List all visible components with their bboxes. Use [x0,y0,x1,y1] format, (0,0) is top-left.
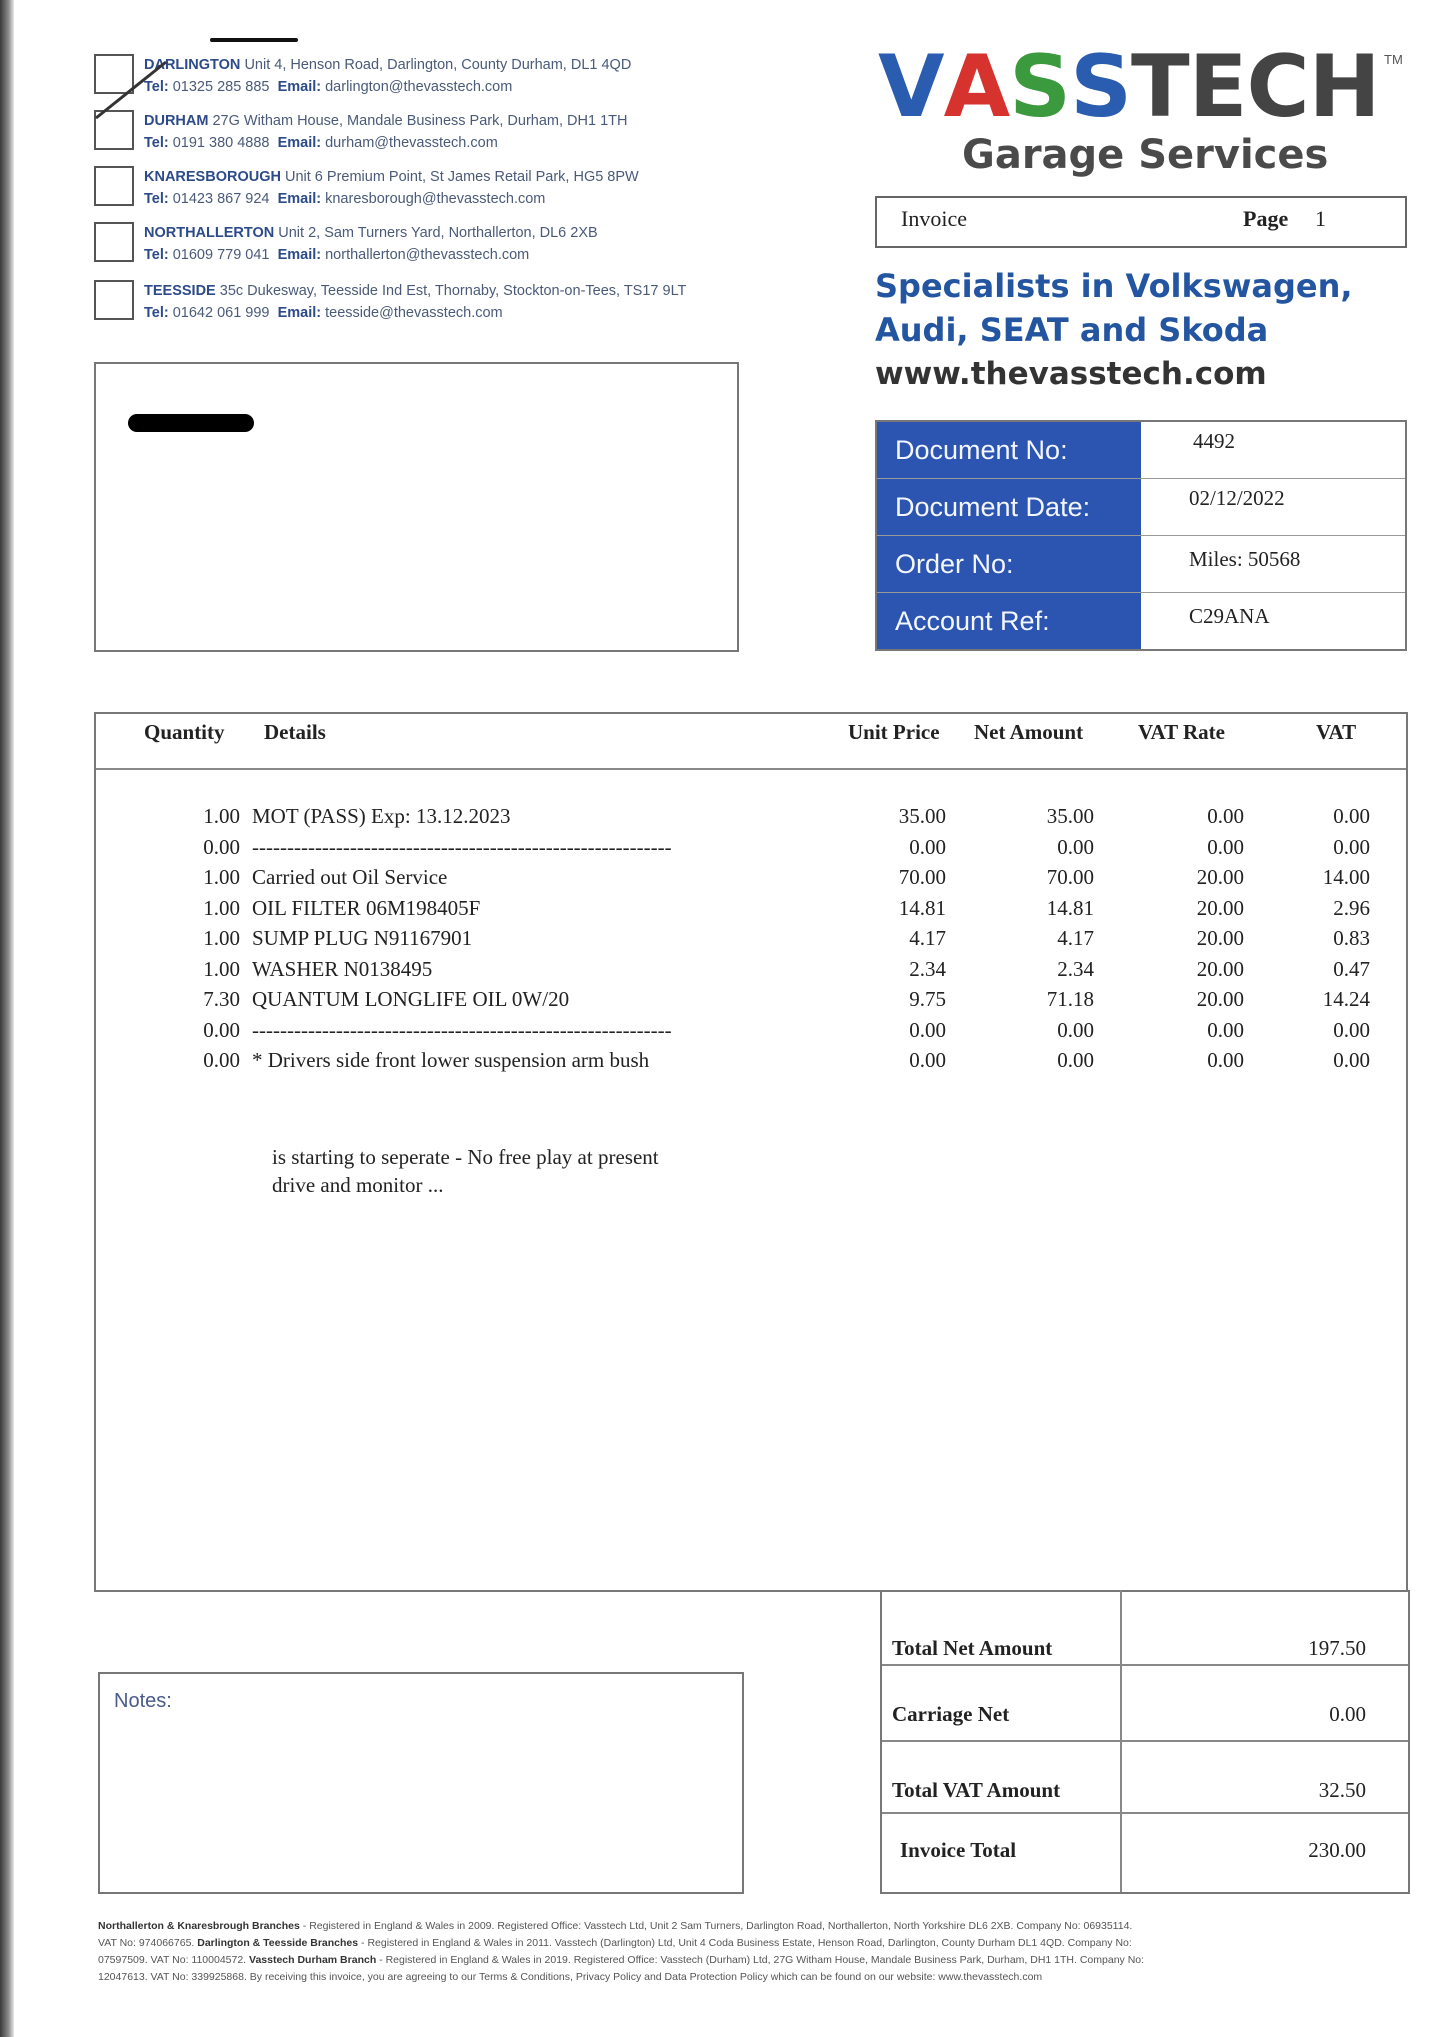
redacted-name [128,414,254,432]
total-value: 0.00 [1329,1702,1366,1726]
cell-net-amount: 35.00 [1046,804,1094,828]
items-table [94,712,1408,1592]
branch-name: NORTHALLERTON [144,225,275,241]
header-details: Details [264,720,326,744]
cell-details: SUMP PLUG N91167901 [252,926,473,950]
footer-text: 12047613. VAT No: 339925868. By receiving this invoice, you are agreeing to our Terms & Conditions, Privacy Policy and Data Protection Policy which can be found on our website: www.thevasstech.com [98,1971,1043,1983]
cell-net-amount: 0.00 [1057,1048,1094,1072]
total-label: Invoice Total [900,1838,1017,1862]
branch-email: knaresborough@thevasstech.com [325,191,546,207]
doc-row [877,593,1405,649]
note-text: is starting to seperate - No free play at present [272,1145,659,1169]
customer-address-box [94,362,739,652]
branch-tel: 0191 380 4888 [172,135,270,151]
invoice-type-box [875,196,1407,248]
cell-net-amount: 0.00 [1057,1017,1094,1042]
cell-vat: 0.00 [1333,1017,1370,1042]
total-value: 32.50 [1318,1778,1366,1802]
tel-label: Tel: [144,305,169,321]
branch-email: teesside@thevasstech.com [325,305,503,321]
cell-net-amount: 70.00 [1046,865,1094,889]
logo-letter: E [1188,37,1247,137]
logo-letter: H [1308,37,1380,137]
cell-details: Carried out Oil Service [252,865,448,889]
branch-checkbox[interactable] [94,280,134,320]
total-value: 197.50 [1308,1636,1366,1660]
cell-unit-price: 0.00 [909,834,946,859]
cell-vat: 0.47 [1333,956,1370,981]
total-label: Total Net Amount [892,1636,1053,1660]
cell-vat: 0.00 [1333,1048,1370,1072]
items-header [96,714,1406,770]
page-label: Page [1243,206,1289,231]
branch-tel: 01423 867 924 [172,191,270,207]
cell-unit-price: 0.00 [909,1017,946,1042]
cell-details: OIL FILTER 06M198405F [252,895,481,920]
cell-unit-price: 2.34 [909,956,946,981]
cell-qty: 1.00 [203,956,240,981]
branch-name: DARLINGTON [144,57,241,73]
cell-vat-rate: 0.00 [1207,834,1244,859]
header-net-amount: Net Amount [974,720,1084,744]
email-label: Email: [277,135,322,151]
branch-tel: 01325 285 885 [172,79,270,95]
cell-qty: 1.00 [203,926,240,950]
branch-email: durham@thevasstech.com [325,135,498,151]
doc-row [877,422,1405,479]
total-label: Carriage Net [892,1702,1010,1726]
cell-net-amount: 2.34 [1057,956,1094,981]
branch-checkbox[interactable] [94,166,134,206]
cell-unit-price: 70.00 [898,865,946,889]
cell-vat-rate: 20.00 [1196,987,1244,1011]
branch-text [144,54,824,98]
cell-unit-price: 14.81 [898,895,946,920]
cell-qty: 1.00 [203,895,240,920]
cell-vat: 0.00 [1333,804,1370,828]
tel-label: Tel: [144,79,169,95]
footer-text: 07597509. VAT No: 110004572. [98,1954,250,1966]
doc-value: 02/12/2022 [1189,486,1285,510]
scan-edge [0,0,14,2037]
page-number: 1 [1315,206,1326,231]
doc-label: Document No: [877,422,1141,478]
cell-qty: 1.00 [203,804,240,828]
tick-mark-icon [92,60,170,120]
tel-label: Tel: [144,191,169,207]
tel-label: Tel: [144,135,169,151]
branch-name: TEESSIDE [144,283,216,299]
logo-letter: A [943,37,1010,137]
website: www.thevasstech.com [875,356,1267,392]
header-vat-rate: VAT Rate [1138,720,1225,744]
tagline-line-2: Audi, SEAT and Skoda [875,311,1269,349]
branch-text [144,280,824,324]
divider [882,1664,1408,1666]
total-value: 230.00 [1308,1838,1366,1862]
doc-row [877,479,1405,536]
cell-net-amount: 71.18 [1046,987,1094,1011]
doc-value: C29ANA [1189,604,1270,628]
branch-text [144,110,824,154]
cell-qty: 0.00 [203,834,240,859]
branch-address: Unit 2, Sam Turners Yard, Northallerton, DL6 2XB [278,225,598,241]
tagline [875,264,1415,352]
email-label: Email: [277,305,322,321]
doc-row [877,536,1405,593]
branch-text [144,222,824,266]
cell-details: MOT (PASS) Exp: 13.12.2023 [252,804,511,828]
branch-tel: 01609 779 041 [172,247,270,263]
cell-vat: 14.00 [1322,865,1370,889]
footer-bold: Northallerton & Knaresbrough Branches [98,1920,300,1932]
doc-label: Account Ref: [877,593,1141,649]
branch-address: 27G Witham House, Mandale Business Park, Durham, DH1 1TH [212,113,628,129]
cell-unit-price: 0.00 [909,1048,946,1072]
header-quantity: Quantity [144,720,225,744]
branch-email: darlington@thevasstech.com [325,79,513,95]
divider [882,1812,1408,1814]
branch-email: northallerton@thevasstech.com [325,247,530,263]
email-label: Email: [277,191,322,207]
footer-text: - Registered in England & Wales in 2009. Registered Office: Vasstech Ltd, Unit 2 Sam Turners, Darlington Road, Northallerton, North Yorkshire DL6 2XB. Company No: 06935114. [299,1920,1133,1932]
trademark: TM [1384,52,1403,67]
cell-vat-rate: 20.00 [1196,895,1244,920]
note-text: drive and monitor ... [272,1173,444,1197]
logo-letter: C [1246,37,1309,137]
cell-details: QUANTUM LONGLIFE OIL 0W/20 [252,987,570,1011]
logo-letter: T [1131,37,1189,137]
doc-label: Document Date: [877,479,1141,535]
divider [882,1740,1408,1742]
document-info-table [875,420,1407,651]
footer-text: - Registered in England & Wales in 2011. Vasstech (Darlington) Ltd, Unit 4 Coda Business Estate, Henson Road, Darlington, County Durham DL1 4QD. Company No: [358,1937,1132,1949]
cell-vat-rate: 20.00 [1196,865,1244,889]
footer-bold: Vasstech Durham Branch [249,1954,377,1966]
totals-box [880,1590,1410,1894]
cell-vat: 2.96 [1333,895,1370,920]
note-line [96,1173,1406,1213]
cell-vat: 14.24 [1322,987,1370,1011]
branch-name: DURHAM [144,113,209,129]
doc-value: Miles: 50568 [1189,547,1301,571]
cell-qty: 7.30 [203,987,240,1011]
logo-letter: V [878,37,944,137]
cell-net-amount: 14.81 [1046,895,1094,920]
branch-address: Unit 6 Premium Point, St James Retail Park, HG5 8PW [284,169,639,185]
footer-bold: Darlington & Teesside Branches [197,1937,359,1949]
notes-label: Notes: [114,1690,172,1712]
header-vat: VAT [1316,720,1357,744]
cell-vat-rate: 0.00 [1207,804,1244,828]
branch-checkbox[interactable] [94,222,134,262]
document-type: Invoice [901,206,967,231]
cell-qty: 0.00 [203,1017,240,1042]
branch-address: 35c Dukesway, Teesside Ind Est, Thornaby, Stockton-on-Tees, TS17 9LT [219,283,687,299]
table-row [96,1048,1406,1088]
pen-mark [210,38,298,42]
email-label: Email: [277,247,322,263]
notes-box [98,1672,744,1894]
branch-name: KNARESBOROUGH [144,169,281,185]
cell-details: ------------------------------------------------------------ [252,1017,672,1042]
total-label: Total VAT Amount [892,1778,1061,1802]
cell-vat-rate: 0.00 [1207,1048,1244,1072]
cell-details: WASHER N0138495 [252,956,433,981]
tel-label: Tel: [144,247,169,263]
branch-text [144,166,824,210]
logo-letter: S [1070,37,1132,137]
cell-vat: 0.00 [1333,834,1370,859]
cell-vat: 0.83 [1333,926,1370,950]
logo-letter: S [1009,37,1071,137]
cell-qty: 1.00 [203,865,240,889]
footer-legal [98,1918,1408,1986]
cell-net-amount: 4.17 [1057,926,1094,950]
cell-net-amount: 0.00 [1057,834,1094,859]
header-unit-price: Unit Price [848,720,940,744]
logo-subtitle: Garage Services [962,132,1329,178]
cell-qty: 0.00 [203,1048,240,1072]
cell-vat-rate: 20.00 [1196,956,1244,981]
cell-vat-rate: 20.00 [1196,926,1244,950]
doc-value: 4492 [1193,429,1235,453]
cell-details: ------------------------------------------------------------ [252,834,672,859]
cell-vat-rate: 0.00 [1207,1017,1244,1042]
cell-unit-price: 9.75 [909,987,946,1011]
email-label: Email: [277,79,322,95]
cell-details: * Drivers side front lower suspension arm bush [252,1048,650,1072]
vasstech-logo [878,37,1398,137]
branch-tel: 01642 061 999 [172,305,270,321]
cell-unit-price: 35.00 [898,804,946,828]
doc-label: Order No: [877,536,1141,592]
tagline-line-1: Specialists in Volkswagen, [875,267,1353,305]
footer-text: - Registered in England & Wales in 2019. Registered Office: Vasstech (Durham) Ltd, 27G Witham House, Mandale Business Park, Durham, DH1 1TH. Company No: [376,1954,1145,1966]
branch-address: Unit 4, Henson Road, Darlington, County Durham, DL1 4QD [244,57,632,73]
footer-text: VAT No: 974066765. [98,1937,198,1949]
cell-unit-price: 4.17 [909,926,946,950]
